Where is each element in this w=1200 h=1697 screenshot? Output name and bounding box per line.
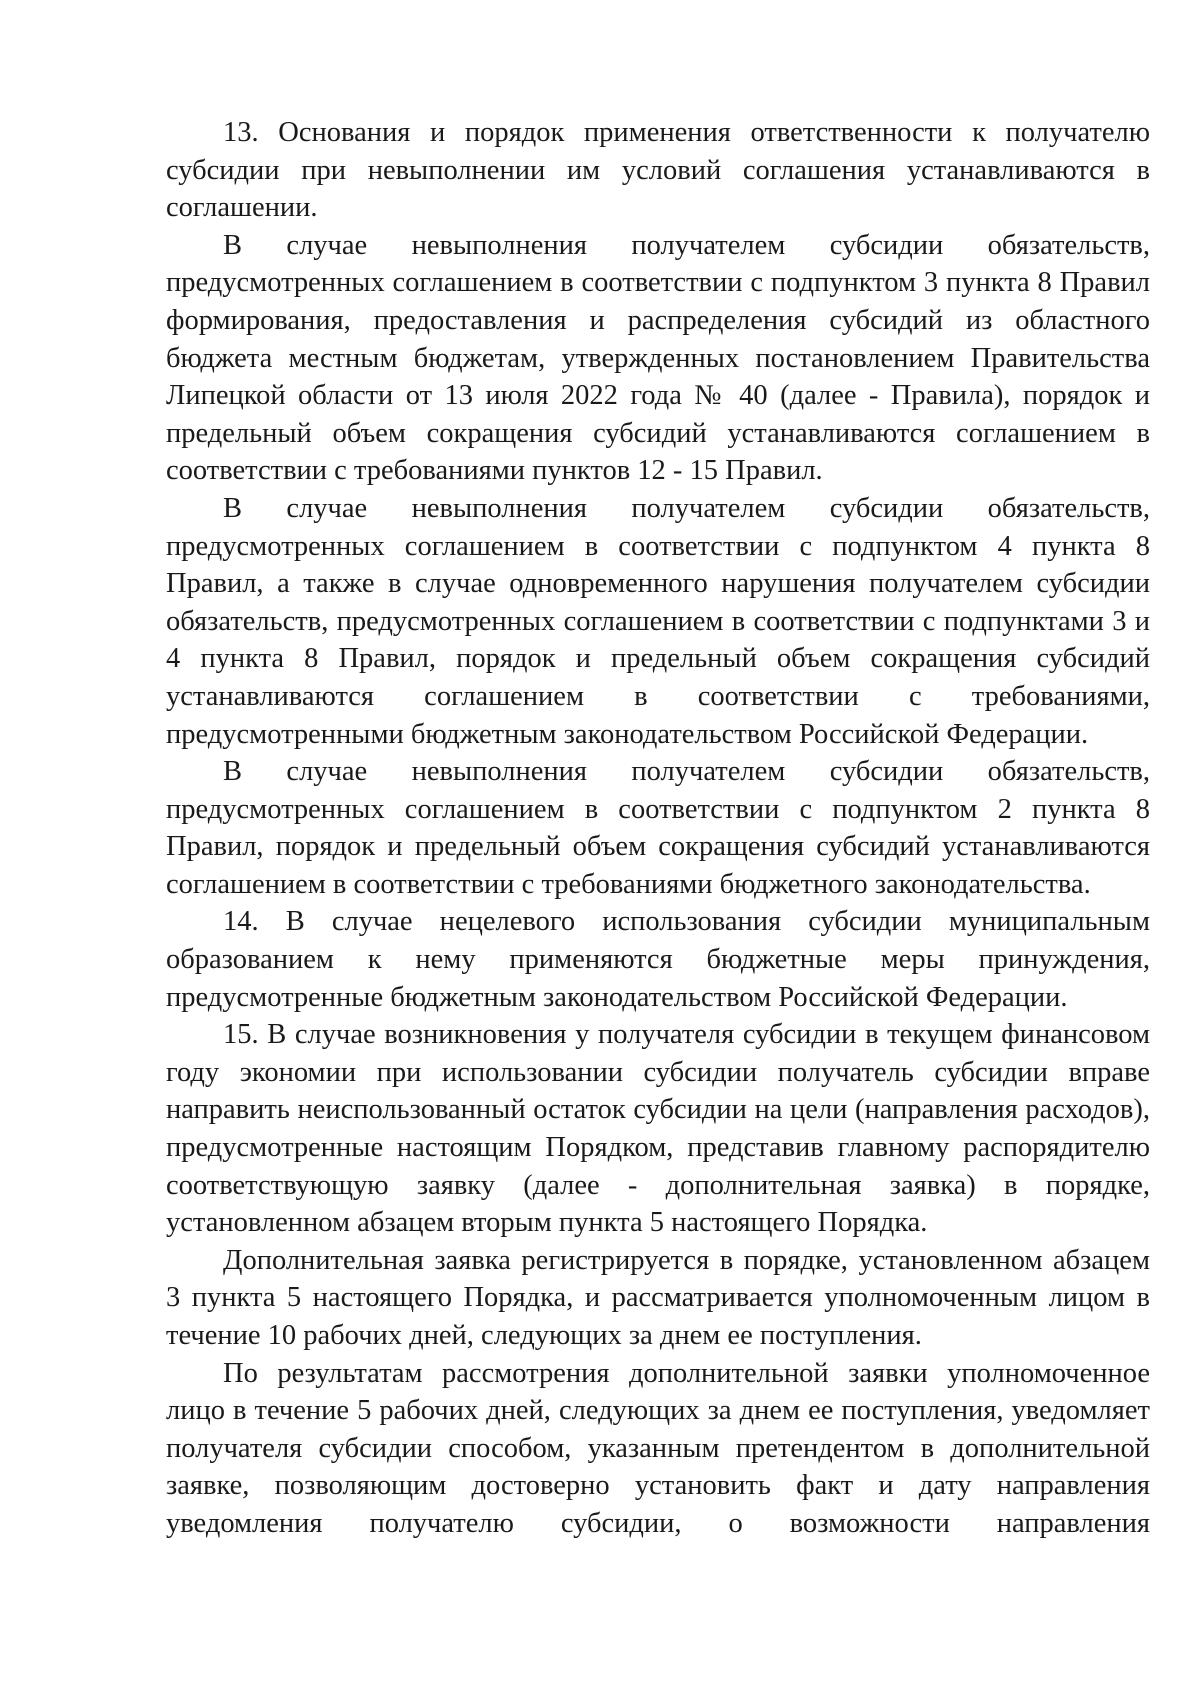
paragraph-reduction-subclause-2: В случае невыполнения получателем субсидии обязательств, предусмотренных соглашением в соответствии с подпунктом 2 пункта 8 Правил, порядок и предельный объем сокращения субсидий устанавливаются соглашением в соответствии с требованиями бюджетного законодательства.: [166, 756, 1150, 900]
paragraph-13-liability: 13. Основания и порядок применения ответственности к получателю субсидии при невыполнении им условий соглашения устанавливаются в соглашении.: [166, 117, 1150, 224]
paragraph-review-results: По результатам рассмотрения дополнительной заявки уполномоченное лицо в течение 5 рабочих дней, следующих за днем ее поступления, уведомляет получателя субсидии способом, указанным претендентом в дополнительной заявке, позволяющим достоверно установить факт и дату направления уведомления получателю субсидии, о возможности направления: [166, 1357, 1150, 1539]
paragraph-15-savings: 15. В случае возникновения у получателя субсидии в текущем финансовом году экономии при использовании субсидии получатель субсидии вправе направить неиспользованный остаток субсидии на цели (направления расходов), предусмотренные настоящим Порядком, представив главному распорядителю соответствующую заявку (далее - дополнительная заявка) в порядке, установленном абзацем вторым пункта 5 настоящего Порядка.: [166, 1019, 1150, 1239]
paragraph-14-misuse: 14. В случае нецелевого использования субсидии муниципальным образованием к нему применяются бюджетные меры принуждения, предусмотренные бюджетным законодательством Российской Федерации.: [166, 906, 1150, 1013]
paragraph-reduction-subclause-4: В случае невыполнения получателем субсидии обязательств, предусмотренных соглашением в соответствии с подпунктом 4 пункта 8 Правил, а также в случае одновременного нарушения получателем субсидии обязательств, предусмотренных соглашением в соответствии с подпунктами 3 и 4 пункта 8 Правил, порядок и предельный объем сокращения субсидий устанавливаются соглашением в соответствии с требованиями, предусмотренными бюджетным законодательством Российской Федерации.: [166, 492, 1150, 750]
paragraph-reduction-subclause-3: В случае невыполнения получателем субсидии обязательств, предусмотренных соглашением в соответствии с подпунктом 3 пункта 8 Правил формирования, предоставления и распределения субсидий из областного бюджета местным бюджетам, утвержденных постановлением Правительства Липецкой области от 13 июля 2022 года № 40 (далее - Правила), порядок и предельный объем сокращения субсидий устанавливаются соглашением в соответствии с требованиями пунктов 12 - 15 Правил.: [166, 229, 1150, 487]
document-body: [166, 114, 1150, 1543]
paragraph-additional-request: Дополнительная заявка регистрируется в порядке, установленном абзацем 3 пункта 5 настоящего Порядка, и рассматривается уполномоченным лицом в течение 10 рабочих дней, следующих за днем ее поступления.: [166, 1244, 1150, 1351]
